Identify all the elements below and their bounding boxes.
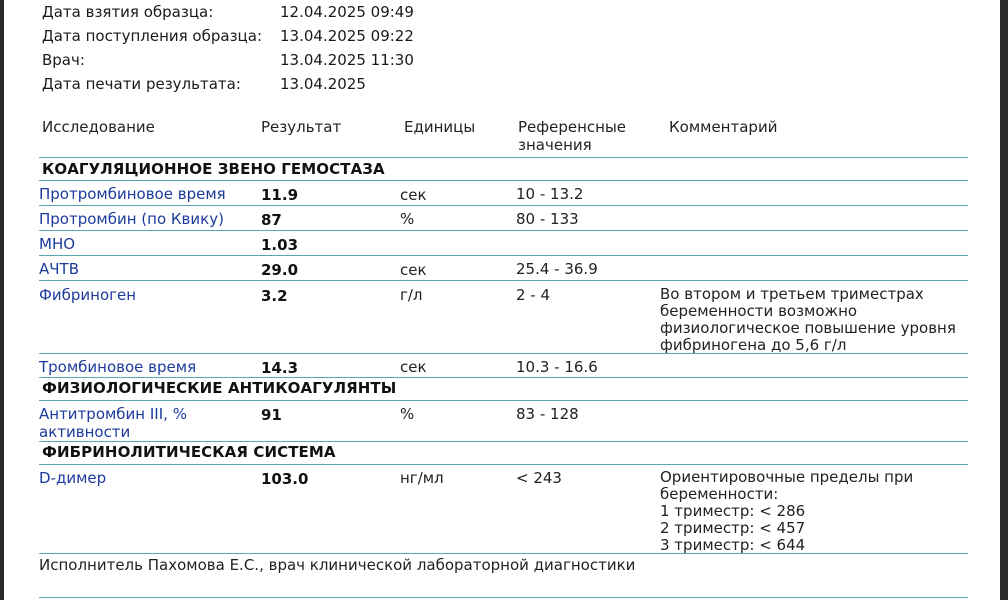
divider	[39, 353, 968, 354]
divider	[39, 464, 968, 465]
test-name: Протромбиновое время	[39, 185, 226, 203]
comment-line: 2 триместр: < 457	[660, 519, 806, 537]
test-comment	[660, 286, 956, 354]
comment-line: Во втором и третьем триместрах	[660, 285, 924, 303]
comment-line: фибриногена до 5,6 г/л	[660, 336, 847, 354]
comment-line: 3 триместр: < 644	[660, 536, 806, 554]
test-result: 3.2	[261, 287, 288, 305]
test-reference: 10 - 13.2	[516, 185, 584, 203]
test-name: Тромбиновое время	[39, 358, 197, 376]
meta-label: Врач:	[42, 51, 85, 69]
divider	[39, 157, 968, 158]
test-result: 103.0	[261, 470, 309, 488]
performer-signature-line: Исполнитель Пахомова Е.С., врач клинической лабораторной диагностики	[39, 556, 636, 574]
test-result: 87	[261, 211, 282, 229]
header-reference	[518, 118, 626, 154]
test-reference: 83 - 128	[516, 405, 579, 423]
test-units: сек	[400, 261, 427, 279]
divider	[39, 553, 968, 554]
test-units: %	[400, 210, 415, 228]
test-name: Протромбин (по Квику)	[39, 210, 224, 228]
section-title-anticoagulants: ФИЗИОЛОГИЧЕСКИЕ АНТИКОАГУЛЯНТЫ	[42, 379, 397, 397]
test-result: 91	[261, 406, 282, 424]
test-units: нг/мл	[400, 469, 444, 487]
section-title-coagulation: КОАГУЛЯЦИОННОЕ ЗВЕНО ГЕМОСТАЗА	[42, 160, 385, 178]
divider	[39, 205, 968, 206]
divider	[39, 280, 968, 281]
test-name	[39, 405, 187, 441]
comment-line: физиологическое повышение уровня	[660, 319, 956, 337]
test-reference: 80 - 133	[516, 210, 579, 228]
lab-report-page	[4, 0, 1000, 600]
meta-label: Дата поступления образца:	[42, 27, 262, 45]
meta-value: 13.04.2025 09:22	[280, 27, 414, 45]
header-units: Единицы	[404, 118, 476, 136]
divider	[39, 230, 968, 231]
test-name: АЧТВ	[39, 260, 79, 278]
test-result: 1.03	[261, 236, 299, 254]
comment-line: 1 триместр: < 286	[660, 502, 806, 520]
meta-value: 12.04.2025 09:49	[280, 3, 414, 21]
test-name: D-димер	[39, 469, 107, 487]
test-result: 29.0	[261, 261, 299, 279]
test-units: сек	[400, 358, 427, 376]
header-reference-line2: значения	[518, 136, 592, 154]
meta-label: Дата печати результата:	[42, 75, 241, 93]
test-units: г/л	[400, 286, 423, 304]
test-comment	[660, 469, 913, 554]
header-result: Результат	[261, 118, 342, 136]
test-name: Фибриноген	[39, 286, 137, 304]
section-title-fibrinolytic: ФИБРИНОЛИТИЧЕСКАЯ СИСТЕМА	[42, 443, 336, 461]
header-reference-line1: Референсные	[518, 118, 627, 136]
meta-value: 13.04.2025 11:30	[280, 51, 414, 69]
test-units: сек	[400, 186, 427, 204]
divider	[39, 255, 968, 256]
test-name-line: активности	[39, 423, 131, 441]
header-test: Исследование	[42, 118, 155, 136]
comment-line: беременности:	[660, 485, 779, 503]
meta-label: Дата взятия образца:	[42, 3, 214, 21]
divider	[39, 180, 968, 181]
test-reference: 25.4 - 36.9	[516, 260, 598, 278]
test-reference: 2 - 4	[516, 286, 551, 304]
test-result: 11.9	[261, 186, 299, 204]
meta-value: 13.04.2025	[280, 75, 366, 93]
divider	[39, 597, 968, 598]
comment-line: беременности возможно	[660, 302, 858, 320]
test-name: МНО	[39, 235, 76, 253]
test-result: 14.3	[261, 359, 299, 377]
divider	[39, 400, 968, 401]
header-comment: Комментарий	[669, 118, 778, 136]
comment-line: Ориентировочные пределы при	[660, 468, 914, 486]
test-units: %	[400, 405, 415, 423]
test-name-line: Антитромбин III, %	[39, 405, 187, 423]
test-reference: 10.3 - 16.6	[516, 358, 598, 376]
test-reference: < 243	[516, 469, 562, 487]
